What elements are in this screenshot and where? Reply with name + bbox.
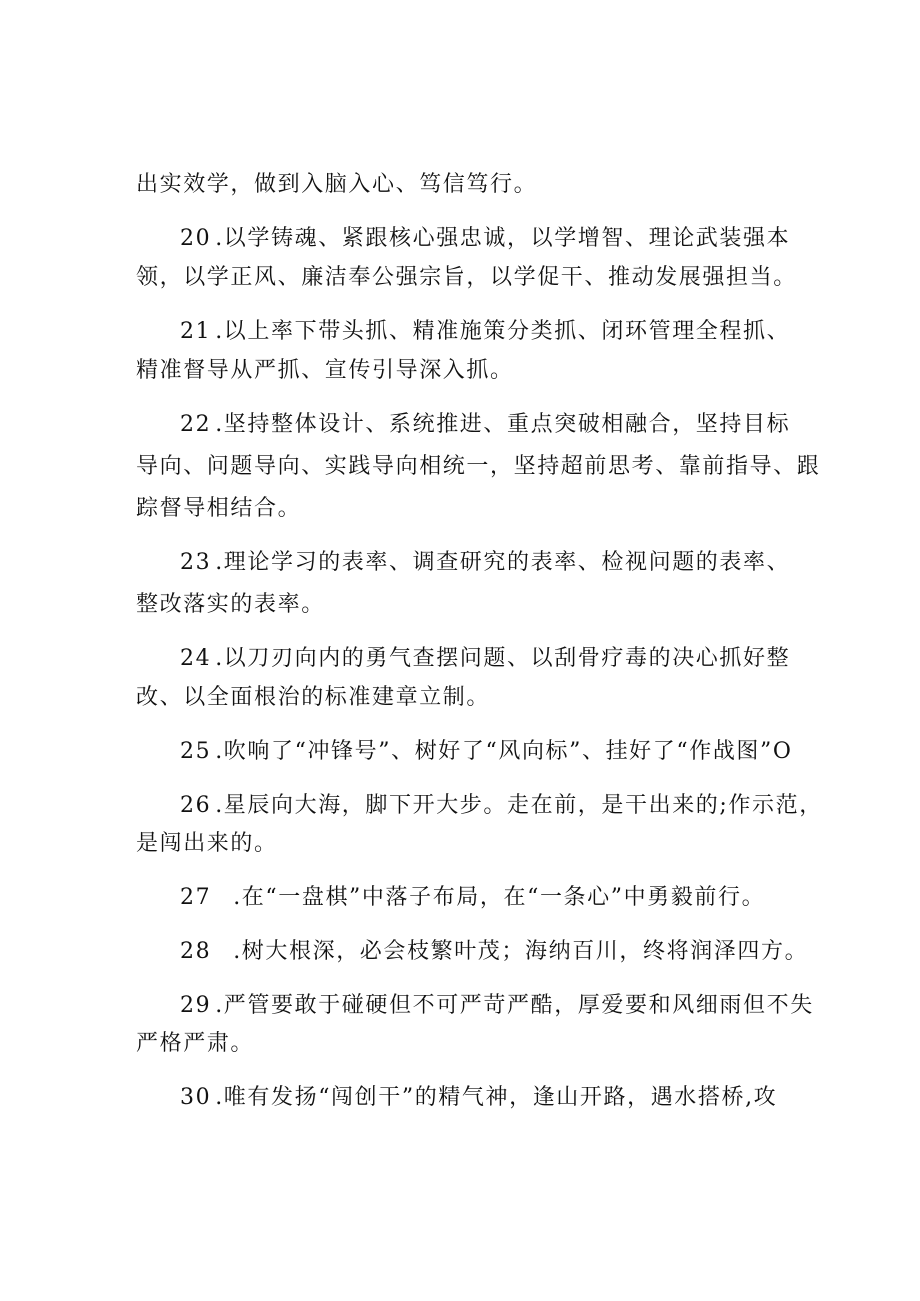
list-item-27: [180, 883, 860, 913]
line-text: 精准督导从严抓、宣传引导深入抓。: [136, 358, 514, 383]
text-line: [136, 494, 816, 524]
item-number: 20: [180, 226, 212, 251]
list-item-26: [180, 791, 860, 821]
item-text: .坚持整体设计、系统推进、重点突破相融合，坚持目标: [215, 412, 791, 437]
item-text: .在“一盘棋”中落子布局，在“一条心”中勇毅前行。: [233, 885, 766, 910]
list-item-21: [180, 317, 860, 347]
item-number: 30: [180, 1085, 212, 1110]
item-number: 28: [180, 939, 212, 964]
item-text: .树大根深，必会枝繁叶茂；海纳百川，终将润泽四方。: [233, 939, 809, 964]
item-number: 25: [180, 739, 212, 764]
line-text: 改、以全面根治的标准建章立制。: [136, 685, 491, 710]
text-line: [136, 829, 816, 859]
item-number: 24: [180, 646, 212, 671]
text-line: [136, 683, 816, 713]
text-line: [136, 452, 821, 482]
line-text: 出实效学，做到入脑入心、笃信笃行。: [136, 172, 538, 197]
text-line: [136, 170, 816, 200]
list-item-29: [180, 991, 860, 1021]
item-number: 21: [180, 319, 212, 344]
item-text: .严管要敢于碰硬但不可严苛严酷，厚爱要和风细雨但不失: [215, 993, 814, 1018]
item-text: .以刀刃向内的勇气查摆问题、以刮骨疗毒的决心抓好整: [215, 646, 791, 671]
item-text: .理论学习的表率、调查研究的表率、检视问题的表率、: [215, 550, 791, 575]
list-item-25: [180, 737, 860, 767]
list-item-20: [180, 224, 860, 254]
list-item-30: [180, 1083, 860, 1113]
text-line: [136, 1029, 816, 1059]
line-text: 整改落实的表率。: [136, 592, 325, 617]
list-item-22: [180, 410, 860, 440]
text-line: [136, 590, 816, 620]
item-text: .以学铸魂、紧跟核心强忠诚，以学增智、理论武装强本: [215, 226, 791, 251]
item-text: .以上率下带头抓、精准施策分类抓、闭环管理全程抓、: [215, 319, 791, 344]
item-text: .吹响了“冲锋号”、树好了“风向标”、挂好了“作战图”O: [215, 739, 793, 764]
text-line: [136, 263, 816, 293]
list-item-28: [180, 937, 860, 967]
item-number: 22: [180, 412, 212, 437]
item-text: .唯有发扬“闯创干”的精气神，逢山开路，遇水搭桥,攻: [215, 1085, 778, 1110]
list-item-23: [180, 548, 860, 578]
item-text: .星辰向大海，脚下开大步。走在前，是干出来的;作示范，: [215, 793, 823, 818]
item-number: 23: [180, 550, 212, 575]
line-text: 是闯出来的。: [136, 831, 278, 856]
line-text: 严格严肃。: [136, 1031, 255, 1056]
line-text: 领，以学正风、廉洁奉公强宗旨，以学促干、推动发展强担当。: [136, 265, 797, 290]
text-line: [136, 356, 816, 386]
line-text: 踪督导相结合。: [136, 496, 302, 521]
item-number: 29: [180, 993, 212, 1018]
list-item-24: [180, 644, 860, 674]
item-number: 26: [180, 793, 212, 818]
line-text: 导向、问题导向、实践导向相统一，坚持超前思考、靠前指导、跟: [136, 454, 821, 479]
item-number: 27: [180, 885, 212, 910]
